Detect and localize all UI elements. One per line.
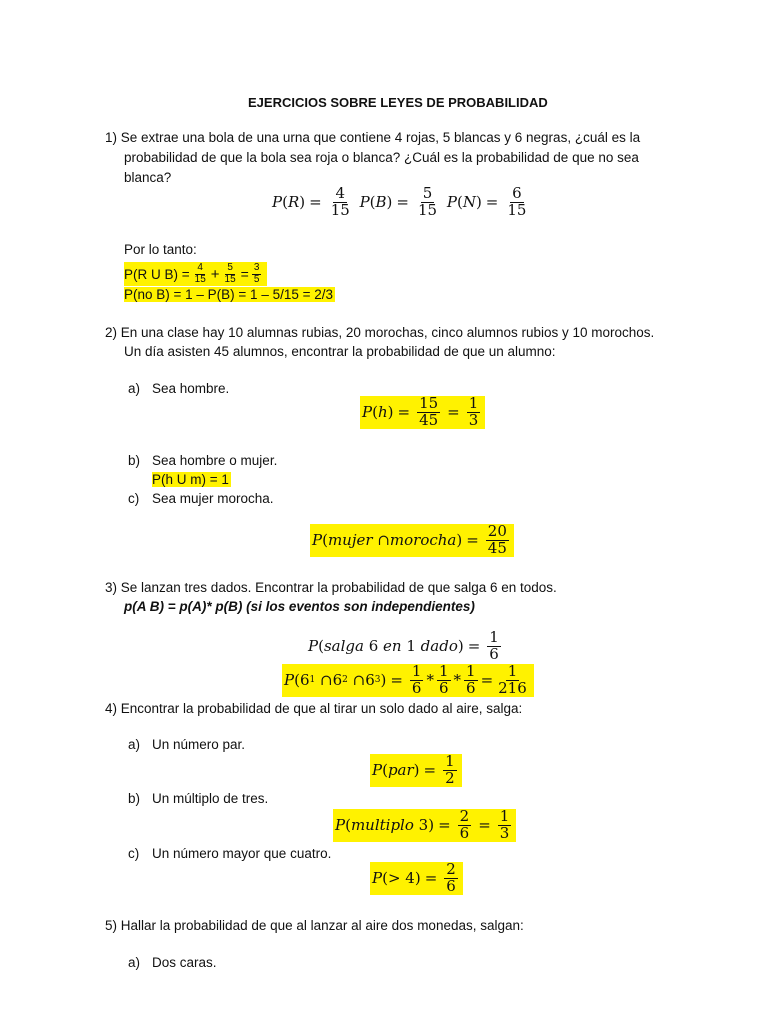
ex4-b-formula: P ( multiplo 3) = $\frac{2}{6}$ = $\frac{1}{3}$ <box>333 809 516 842</box>
f2-d2: 6 <box>438 678 449 697</box>
ex2-b-label: b) <box>128 453 141 468</box>
h-num1: 15 <box>419 394 439 412</box>
u-a-num: 4 <box>197 262 203 273</box>
ex4-a-label: a) <box>128 737 141 752</box>
par-den: 2 <box>445 768 455 787</box>
ex3-law <box>124 599 475 614</box>
h-num2: 1 <box>468 394 479 412</box>
ex4-a-text: Un número par. <box>152 737 246 752</box>
b-den: 15 <box>417 200 438 219</box>
ex4-b-label: b) <box>128 791 141 806</box>
ex3-f2: P (6 1 ∩6 2 ∩6 3 ) = $\frac{1}{6}$ * $\frac{1}{6}$ * $\frac{1}{6}$ = $\frac{1}{216}$ <box>282 664 534 697</box>
law-bold: p(A B) = p(A)* p(B) <box>124 599 243 614</box>
m3-n2: 1 <box>499 807 510 825</box>
ex2-line1: 2) En una clase hay 10 alumnas rubias, 20 morochas, cinco alumnos rubios y 10 morochos. <box>105 325 655 340</box>
f2-d3: 6 <box>466 678 476 697</box>
par-num: 1 <box>445 752 455 770</box>
ex5-a-label: a) <box>128 955 141 970</box>
n-den: 15 <box>507 200 527 219</box>
ex2-line2: Un día asisten 45 alumnos, encontrar la probabilidad de que un alumno: <box>124 344 556 359</box>
u-a-den: 15 <box>194 273 206 285</box>
ex2-b-answer: P(h U m) = 1 <box>152 472 229 487</box>
mm-num: 20 <box>487 522 507 540</box>
ex2-a-text: Sea hombre. <box>152 381 230 396</box>
ex1-line1: 1) Se extrae una bola de una urna que contiene 4 rojas, 5 blancas y 6 negras, ¿cuál es la <box>105 130 641 145</box>
ex3-f1: P ( salga 6 en 1 dado ) = $\frac{1}{6}$ <box>308 628 499 663</box>
u-b-num: 5 <box>227 262 233 273</box>
m3-n1: 2 <box>459 807 470 825</box>
ex1-line3: blanca? <box>124 170 172 185</box>
d-den: 6 <box>489 644 499 663</box>
ex5-line1: 5) Hallar la probabilidad de que al lanzar al aire dos monedas, salgan: <box>105 918 524 933</box>
ex5-a-text: Dos caras. <box>152 955 217 970</box>
h-den2: 3 <box>468 410 479 429</box>
f2-n3: 1 <box>466 662 476 680</box>
f2-rn: 1 <box>507 662 518 680</box>
ex4-c-formula: P (> 4) = $\frac{2}{6}$ <box>370 862 463 895</box>
f2-n1: 1 <box>411 662 422 680</box>
u-c-num: 3 <box>253 262 260 273</box>
mm-den: 45 <box>487 538 507 557</box>
ex2-c-text: Sea mujer morocha. <box>152 491 274 506</box>
ex2-a-label: a) <box>128 381 141 396</box>
m3-d2: 3 <box>499 823 510 842</box>
f2-d1: 6 <box>411 678 422 697</box>
g4-num: 2 <box>446 860 456 878</box>
f2-n2: 1 <box>438 662 449 680</box>
ex2-c-formula: P ( mujer ∩ morocha ) = $\frac{20}{45}$ <box>310 524 514 557</box>
u-b-den: 15 <box>224 273 236 285</box>
law-paren: (si los eventos son independientes) <box>246 599 475 614</box>
r-num: 4 <box>335 184 345 202</box>
h-den1: 45 <box>419 410 439 429</box>
ex1-line2: probabilidad de que la bola sea roja o blanca? ¿Cuál es la probabilidad de que no sea <box>124 150 639 165</box>
por-lo-tanto: Por lo tanto: <box>124 242 197 257</box>
ex3-line1: 3) Se lanzan tres dados. Encontrar la probabilidad de que salga 6 en todos. <box>105 580 557 595</box>
ex4-c-text: Un número mayor que cuatro. <box>152 846 332 861</box>
ex1-formula: P ( R ) = $\frac{4}{15}$ P ( B ) = $\frac{5}{15}$ P ( N ) = $\frac{6}{15}$ <box>272 184 527 219</box>
no-b-answer: P(no B) = 1 – P(B) = 1 – 5/15 = 2/3 <box>124 287 333 302</box>
ex4-c-label: c) <box>128 846 140 861</box>
u-c-den: 5 <box>253 273 260 285</box>
g4-den: 6 <box>446 876 456 895</box>
n-num: 6 <box>512 184 522 202</box>
ex2-a-formula: P ( h ) = $\frac{15}{45}$ = $\frac{1}{3}$ <box>360 396 485 429</box>
union-prefix: P(R U B) = <box>124 266 190 282</box>
ex4-line1: 4) Encontrar la probabilidad de que al tirar un solo dado al aire, salga: <box>105 701 523 716</box>
b-num: 5 <box>422 184 433 202</box>
ex4-a-formula: P ( par ) = $\frac{1}{2}$ <box>370 754 462 787</box>
ex4-b-text: Un múltiplo de tres. <box>152 791 269 806</box>
r-den: 15 <box>330 200 350 219</box>
page-title: EJERCICIOS SOBRE LEYES DE PROBABILIDAD <box>248 95 548 110</box>
union-answer: P(R U B) = $\frac{4}{15}$ + $\frac{5}{15}$ = $\frac{3}{5}$ <box>124 262 267 286</box>
ex2-c-label: c) <box>128 491 140 506</box>
ex2-b-text: Sea hombre o mujer. <box>152 453 278 468</box>
f2-rd: 216 <box>498 678 527 697</box>
d-num: 1 <box>489 628 499 646</box>
m3-d1: 6 <box>459 823 470 842</box>
